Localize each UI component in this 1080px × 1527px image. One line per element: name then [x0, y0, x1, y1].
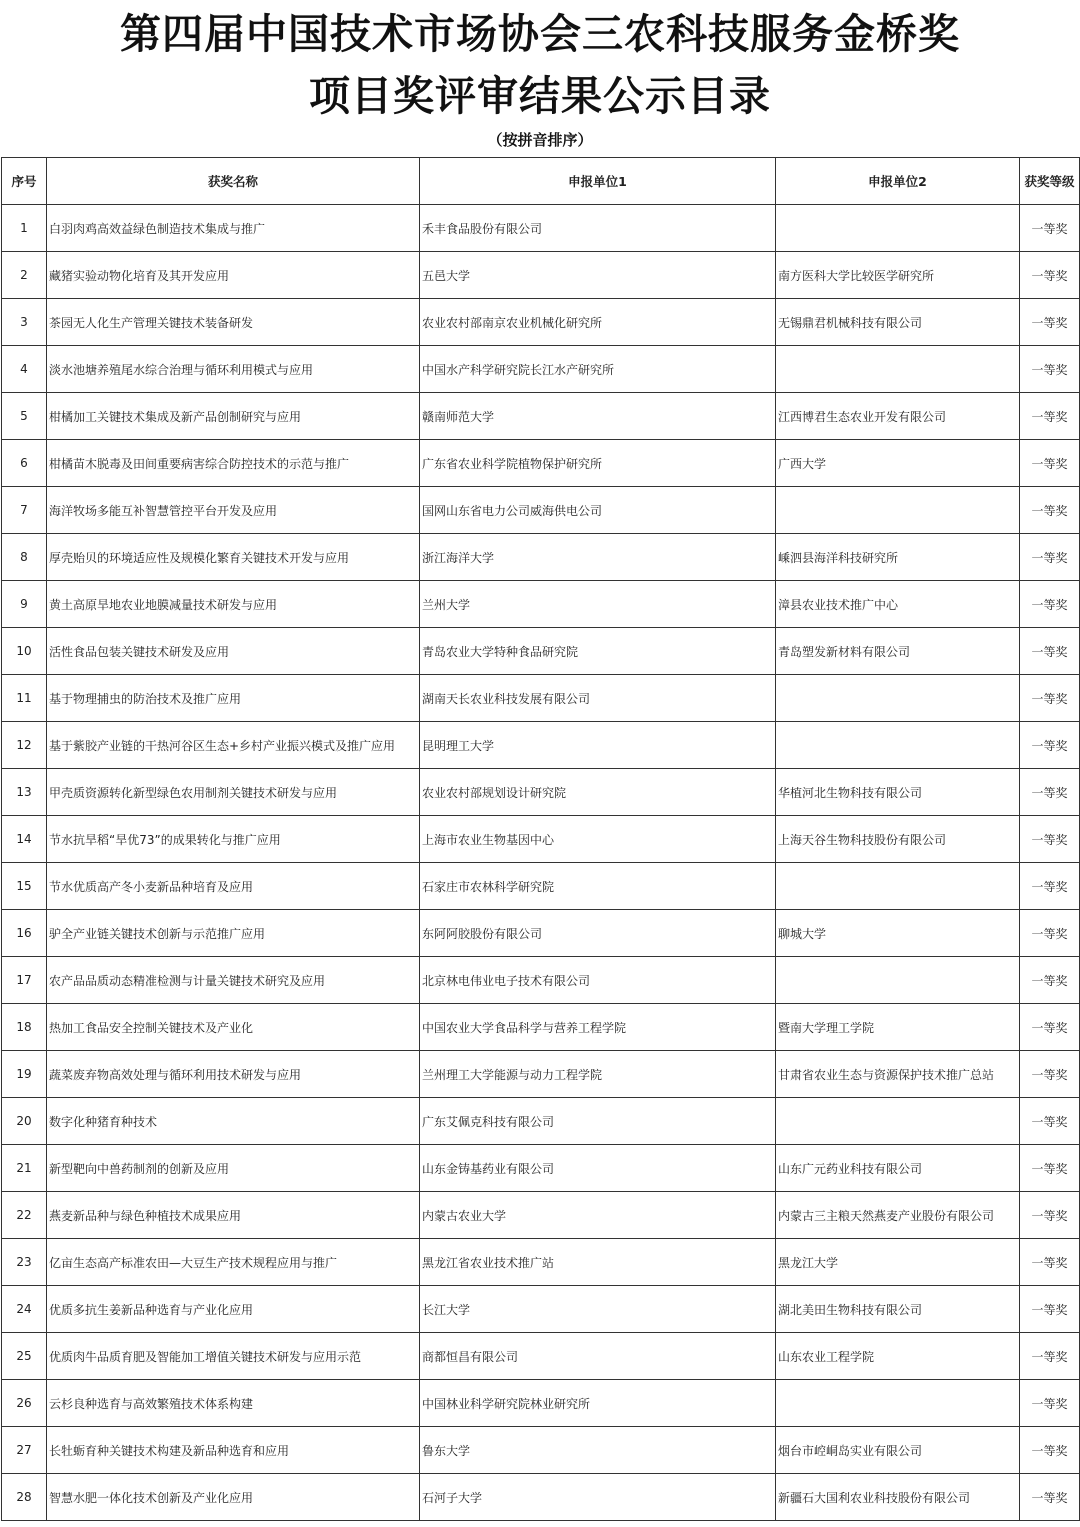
cell-unit1: 黑龙江省农业技术推广站 [420, 1239, 776, 1286]
cell-index: 28 [2, 1474, 47, 1521]
cell-unit2 [776, 205, 1020, 252]
cell-index: 26 [2, 1380, 47, 1427]
cell-index: 8 [2, 534, 47, 581]
column-header-award-level: 获奖等级 [1020, 158, 1080, 205]
cell-unit2: 广西大学 [776, 440, 1020, 487]
cell-unit2: 嵊泗县海洋科技研究所 [776, 534, 1020, 581]
table-row [2, 769, 1080, 816]
cell-award-level: 一等奖 [1020, 534, 1080, 581]
cell-award-name: 节水抗旱稻“旱优73”的成果转化与推广应用 [47, 816, 420, 863]
cell-award-level: 一等奖 [1020, 205, 1080, 252]
table-row [2, 1286, 1080, 1333]
cell-index: 24 [2, 1286, 47, 1333]
cell-award-name: 甲壳质资源转化新型绿色农用制剂关键技术研发与应用 [47, 769, 420, 816]
cell-unit2 [776, 487, 1020, 534]
cell-award-name: 柑橘苗木脱毒及田间重要病害综合防控技术的示范与推广 [47, 440, 420, 487]
cell-index: 16 [2, 910, 47, 957]
cell-unit2: 甘肃省农业生态与资源保护技术推广总站 [776, 1051, 1020, 1098]
cell-award-level: 一等奖 [1020, 1098, 1080, 1145]
cell-award-name: 长牡蛎育种关键技术构建及新品种选育和应用 [47, 1427, 420, 1474]
cell-unit1: 石河子大学 [420, 1474, 776, 1521]
cell-unit1: 内蒙古农业大学 [420, 1192, 776, 1239]
cell-unit2 [776, 1380, 1020, 1427]
cell-award-name: 云杉良种选育与高效繁殖技术体系构建 [47, 1380, 420, 1427]
cell-award-name: 藏猪实验动物化培育及其开发应用 [47, 252, 420, 299]
table-row [2, 581, 1080, 628]
cell-award-name: 优质多抗生姜新品种选育与产业化应用 [47, 1286, 420, 1333]
cell-award-name: 燕麦新品种与绿色种植技术成果应用 [47, 1192, 420, 1239]
cell-award-name: 热加工食品安全控制关键技术及产业化 [47, 1004, 420, 1051]
cell-index: 9 [2, 581, 47, 628]
cell-unit2: 华植河北生物科技有限公司 [776, 769, 1020, 816]
cell-unit2: 上海天谷生物科技股份有限公司 [776, 816, 1020, 863]
cell-award-name: 驴全产业链关键技术创新与示范推广应用 [47, 910, 420, 957]
cell-award-level: 一等奖 [1020, 581, 1080, 628]
cell-award-level: 一等奖 [1020, 487, 1080, 534]
cell-unit1: 上海市农业生物基因中心 [420, 816, 776, 863]
cell-unit2: 烟台市崆峒岛实业有限公司 [776, 1427, 1020, 1474]
cell-award-level: 一等奖 [1020, 252, 1080, 299]
cell-unit1: 湖南天长农业科技发展有限公司 [420, 675, 776, 722]
cell-award-name: 淡水池塘养殖尾水综合治理与循环利用模式与应用 [47, 346, 420, 393]
table-row [2, 440, 1080, 487]
table-row [2, 1380, 1080, 1427]
table-row [2, 299, 1080, 346]
results-table [1, 157, 1080, 1521]
cell-unit2: 黑龙江大学 [776, 1239, 1020, 1286]
cell-index: 18 [2, 1004, 47, 1051]
cell-index: 4 [2, 346, 47, 393]
cell-award-name: 基于物理捕虫的防治技术及推广应用 [47, 675, 420, 722]
cell-award-level: 一等奖 [1020, 1474, 1080, 1521]
cell-unit1: 长江大学 [420, 1286, 776, 1333]
cell-award-level: 一等奖 [1020, 816, 1080, 863]
table-row [2, 205, 1080, 252]
cell-award-name: 茶园无人化生产管理关键技术装备研发 [47, 299, 420, 346]
cell-award-name: 海洋牧场多能互补智慧管控平台开发及应用 [47, 487, 420, 534]
cell-unit2: 南方医科大学比较医学研究所 [776, 252, 1020, 299]
cell-award-name: 数字化种猪育种技术 [47, 1098, 420, 1145]
cell-award-level: 一等奖 [1020, 957, 1080, 1004]
cell-index: 20 [2, 1098, 47, 1145]
cell-unit1: 中国水产科学研究院长江水产研究所 [420, 346, 776, 393]
column-header-award-name: 获奖名称 [47, 158, 420, 205]
cell-award-level: 一等奖 [1020, 393, 1080, 440]
cell-unit1: 兰州理工大学能源与动力工程学院 [420, 1051, 776, 1098]
table-row [2, 1098, 1080, 1145]
cell-index: 14 [2, 816, 47, 863]
table-row [2, 1192, 1080, 1239]
cell-award-name: 黄土高原旱地农业地膜减量技术研发与应用 [47, 581, 420, 628]
cell-unit1: 农业农村部南京农业机械化研究所 [420, 299, 776, 346]
cell-award-level: 一等奖 [1020, 722, 1080, 769]
cell-award-name: 蔬菜废弃物高效处理与循环利用技术研发与应用 [47, 1051, 420, 1098]
column-header-unit1: 申报单位1 [420, 158, 776, 205]
cell-index: 13 [2, 769, 47, 816]
cell-unit1: 广东艾佩克科技有限公司 [420, 1098, 776, 1145]
cell-award-level: 一等奖 [1020, 910, 1080, 957]
table-row [2, 910, 1080, 957]
table-row [2, 863, 1080, 910]
cell-award-level: 一等奖 [1020, 440, 1080, 487]
page-title-line1: 第四届中国技术市场协会三农科技服务金桥奖 [120, 10, 960, 58]
cell-unit1: 五邑大学 [420, 252, 776, 299]
cell-unit2 [776, 346, 1020, 393]
cell-index: 21 [2, 1145, 47, 1192]
cell-index: 12 [2, 722, 47, 769]
cell-award-level: 一等奖 [1020, 1380, 1080, 1427]
cell-award-level: 一等奖 [1020, 675, 1080, 722]
cell-unit1: 赣南师范大学 [420, 393, 776, 440]
cell-unit1: 禾丰食品股份有限公司 [420, 205, 776, 252]
cell-unit2: 山东农业工程学院 [776, 1333, 1020, 1380]
table-row [2, 1145, 1080, 1192]
table-row [2, 393, 1080, 440]
cell-award-name: 厚壳贻贝的环境适应性及规模化繁育关键技术开发与应用 [47, 534, 420, 581]
page-subtitle: （按拼音排序） [487, 131, 593, 149]
table-row [2, 675, 1080, 722]
cell-unit1: 兰州大学 [420, 581, 776, 628]
cell-award-level: 一等奖 [1020, 1286, 1080, 1333]
cell-index: 17 [2, 957, 47, 1004]
cell-unit1: 北京林电伟业电子技术有限公司 [420, 957, 776, 1004]
cell-index: 25 [2, 1333, 47, 1380]
cell-unit2: 内蒙古三主粮天然燕麦产业股份有限公司 [776, 1192, 1020, 1239]
cell-award-name: 亿亩生态高产标准农田—大豆生产技术规程应用与推广 [47, 1239, 420, 1286]
cell-award-name: 活性食品包装关键技术研发及应用 [47, 628, 420, 675]
table-row [2, 1004, 1080, 1051]
cell-unit2 [776, 675, 1020, 722]
cell-index: 6 [2, 440, 47, 487]
cell-unit2: 青岛塑发新材料有限公司 [776, 628, 1020, 675]
cell-award-name: 基于紫胶产业链的干热河谷区生态+乡村产业振兴模式及推广应用 [47, 722, 420, 769]
cell-unit1: 广东省农业科学院植物保护研究所 [420, 440, 776, 487]
cell-award-level: 一等奖 [1020, 1427, 1080, 1474]
page-title-line2: 项目奖评审结果公示目录 [309, 72, 771, 120]
table-row [2, 957, 1080, 1004]
cell-unit1: 鲁东大学 [420, 1427, 776, 1474]
cell-award-name: 新型靶向中兽药制剂的创新及应用 [47, 1145, 420, 1192]
table-row [2, 1051, 1080, 1098]
table-row [2, 1427, 1080, 1474]
cell-unit2 [776, 722, 1020, 769]
cell-award-name: 智慧水肥一体化技术创新及产业化应用 [47, 1474, 420, 1521]
cell-award-name: 节水优质高产冬小麦新品种培育及应用 [47, 863, 420, 910]
cell-unit2: 漳县农业技术推广中心 [776, 581, 1020, 628]
cell-unit1: 农业农村部规划设计研究院 [420, 769, 776, 816]
cell-award-level: 一等奖 [1020, 628, 1080, 675]
cell-unit2: 无锡鼎君机械科技有限公司 [776, 299, 1020, 346]
cell-index: 5 [2, 393, 47, 440]
cell-index: 2 [2, 252, 47, 299]
table-row [2, 534, 1080, 581]
cell-award-name: 优质肉牛品质育肥及智能加工增值关键技术研发与应用示范 [47, 1333, 420, 1380]
cell-unit2 [776, 957, 1020, 1004]
table-row [2, 346, 1080, 393]
cell-unit2: 山东广元药业科技有限公司 [776, 1145, 1020, 1192]
cell-index: 15 [2, 863, 47, 910]
cell-award-level: 一等奖 [1020, 1004, 1080, 1051]
cell-index: 27 [2, 1427, 47, 1474]
cell-award-name: 白羽肉鸡高效益绿色制造技术集成与推广 [47, 205, 420, 252]
table-row [2, 628, 1080, 675]
cell-award-name: 农产品品质动态精准检测与计量关键技术研究及应用 [47, 957, 420, 1004]
cell-index: 19 [2, 1051, 47, 1098]
cell-unit2: 江西博君生态农业开发有限公司 [776, 393, 1020, 440]
cell-award-level: 一等奖 [1020, 1192, 1080, 1239]
cell-award-level: 一等奖 [1020, 1333, 1080, 1380]
cell-unit2 [776, 1098, 1020, 1145]
cell-unit1: 浙江海洋大学 [420, 534, 776, 581]
cell-unit1: 石家庄市农林科学研究院 [420, 863, 776, 910]
table-row [2, 487, 1080, 534]
table-row [2, 722, 1080, 769]
table-row [2, 1474, 1080, 1521]
cell-index: 3 [2, 299, 47, 346]
cell-unit1: 东阿阿胶股份有限公司 [420, 910, 776, 957]
cell-award-level: 一等奖 [1020, 1239, 1080, 1286]
cell-index: 11 [2, 675, 47, 722]
cell-unit1: 昆明理工大学 [420, 722, 776, 769]
cell-index: 22 [2, 1192, 47, 1239]
column-header-index: 序号 [2, 158, 47, 205]
cell-unit2: 聊城大学 [776, 910, 1020, 957]
cell-index: 23 [2, 1239, 47, 1286]
cell-unit1: 国网山东省电力公司威海供电公司 [420, 487, 776, 534]
cell-unit1: 中国林业科学研究院林业研究所 [420, 1380, 776, 1427]
cell-index: 10 [2, 628, 47, 675]
table-row [2, 1333, 1080, 1380]
table-row [2, 816, 1080, 863]
cell-unit1: 山东金铸基药业有限公司 [420, 1145, 776, 1192]
column-header-unit2: 申报单位2 [776, 158, 1020, 205]
cell-award-level: 一等奖 [1020, 769, 1080, 816]
cell-unit2: 湖北美田生物科技有限公司 [776, 1286, 1020, 1333]
cell-unit1: 青岛农业大学特种食品研究院 [420, 628, 776, 675]
cell-award-level: 一等奖 [1020, 863, 1080, 910]
cell-award-name: 柑橘加工关键技术集成及新产品创制研究与应用 [47, 393, 420, 440]
cell-award-level: 一等奖 [1020, 299, 1080, 346]
cell-index: 7 [2, 487, 47, 534]
cell-index: 1 [2, 205, 47, 252]
cell-award-level: 一等奖 [1020, 1145, 1080, 1192]
cell-unit2: 暨南大学理工学院 [776, 1004, 1020, 1051]
cell-award-level: 一等奖 [1020, 346, 1080, 393]
cell-award-level: 一等奖 [1020, 1051, 1080, 1098]
cell-unit1: 商都恒昌有限公司 [420, 1333, 776, 1380]
table-header-row [2, 158, 1080, 205]
table-row [2, 252, 1080, 299]
cell-unit1: 中国农业大学食品科学与营养工程学院 [420, 1004, 776, 1051]
table-row [2, 1239, 1080, 1286]
cell-unit2: 新疆石大国利农业科技股份有限公司 [776, 1474, 1020, 1521]
cell-unit2 [776, 863, 1020, 910]
